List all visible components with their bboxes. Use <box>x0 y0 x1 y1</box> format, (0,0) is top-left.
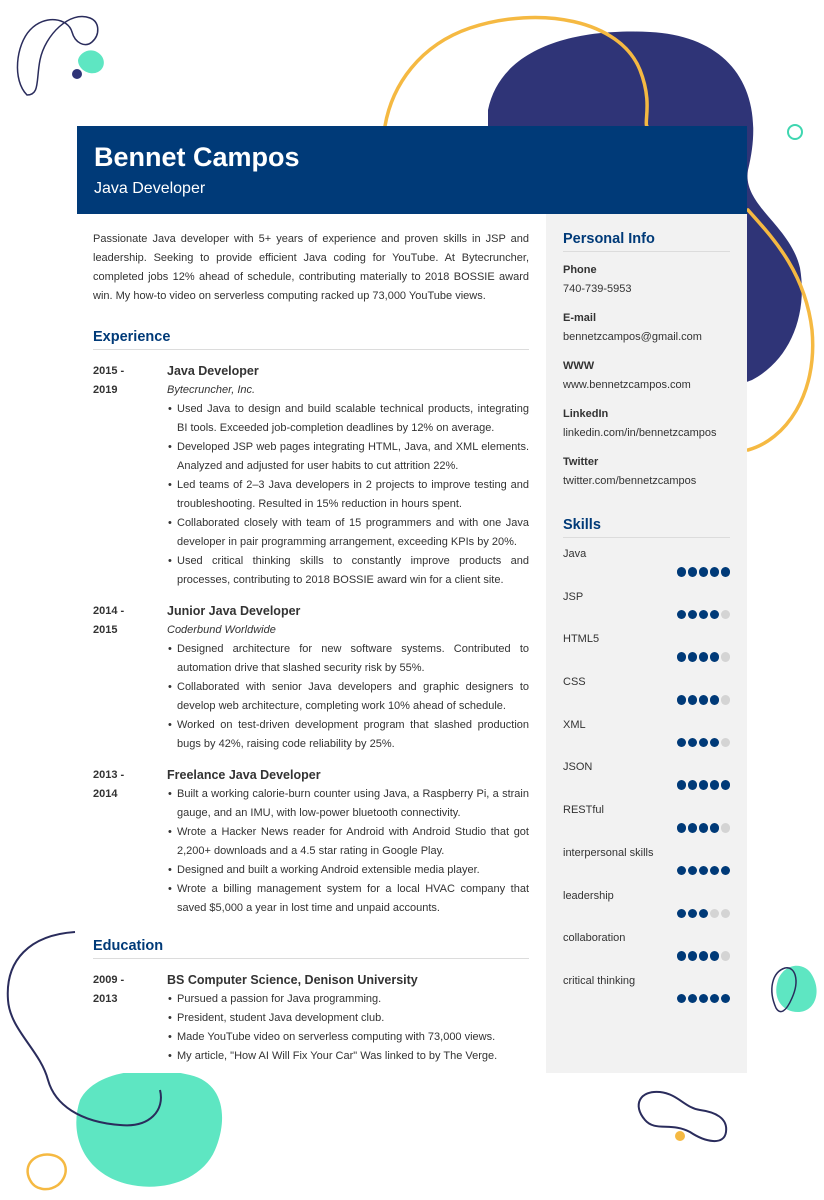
rating-dot <box>677 823 687 833</box>
bullet-item: • Wrote a billing management system for a local HVAC company that saved $5,000 a year in lost time and unpaid accounts. <box>177 880 529 918</box>
skill-item <box>563 590 730 633</box>
skill-rating <box>677 951 731 961</box>
rating-dot <box>677 610 687 620</box>
skill-name: XML <box>563 718 586 731</box>
info-label: Twitter <box>563 456 599 468</box>
rating-dot <box>721 994 731 1004</box>
rating-dot <box>710 951 720 961</box>
skill-name: leadership <box>563 889 614 902</box>
bullet-item: • Designed and built a working Android extensible media player. <box>177 861 529 880</box>
bullet-item: • My article, "How AI Will Fix Your Car" Was linked to by The Verge. <box>177 1047 529 1066</box>
info-label: E-mail <box>563 312 597 324</box>
rating-dot <box>721 738 731 748</box>
rating-dot <box>688 994 698 1004</box>
bullet-item: • Designed architecture for new software systems. Contributed to automation drive that slashed security risk by 55%. <box>177 640 529 678</box>
skill-name: interpersonal skills <box>563 846 654 859</box>
teal-blob-right <box>776 966 816 1012</box>
rating-dot <box>699 866 709 876</box>
start-year: 2014 - <box>93 605 125 617</box>
education-list <box>93 971 529 1066</box>
skill-item <box>563 718 730 761</box>
main-column <box>93 230 529 1066</box>
personal-info-heading: Personal Info <box>563 231 730 252</box>
candidate-title: Java Developer <box>94 180 206 197</box>
rating-dot <box>677 994 687 1004</box>
bullet-item: • Collaborated closely with team of 15 programmers and with one Java developer in pair programming arrangement, exceeding KPIs by 20%. <box>177 514 529 552</box>
rating-dot <box>677 652 687 662</box>
job-entry <box>93 362 529 590</box>
rating-dot <box>688 866 698 876</box>
rating-dot <box>688 738 698 748</box>
skill-name: JSON <box>563 761 593 774</box>
skills-list <box>563 547 730 1017</box>
skill-item <box>563 632 730 675</box>
skill-item <box>563 889 730 932</box>
skill-name: RESTful <box>563 804 604 817</box>
skill-item <box>563 803 730 846</box>
rating-dot <box>721 909 731 919</box>
skill-rating <box>677 780 731 790</box>
skill-rating <box>677 567 731 577</box>
skill-rating <box>677 738 731 748</box>
navy-dot-top-left <box>72 69 82 79</box>
resume-header <box>77 126 747 214</box>
skill-item <box>563 974 730 1017</box>
bullet-item: • Made YouTube video on serverless computing with 73,000 views. <box>177 1028 529 1047</box>
rating-dot <box>710 652 720 662</box>
info-value: twitter.com/bennetzcampos <box>563 475 697 487</box>
experience-heading: Experience <box>93 329 529 350</box>
rating-dot <box>688 823 698 833</box>
skill-item <box>563 547 730 590</box>
job-title: Junior Java Developer <box>167 604 301 618</box>
rating-dot <box>721 823 731 833</box>
rating-dot <box>721 567 731 577</box>
date-range <box>93 602 153 640</box>
skill-rating <box>677 652 731 662</box>
rating-dot <box>699 652 709 662</box>
rating-dot <box>677 866 687 876</box>
skill-rating <box>677 866 731 876</box>
rating-dot <box>699 738 709 748</box>
bullet-item: • Built a working calorie-burn counter using Java, a Raspberry Pi, a strain gauge, and an IMU, with low-power bluetooth connectivity. <box>177 785 529 823</box>
rating-dot <box>721 610 731 620</box>
bullet-item: • Developed JSP web pages integrating HTML, Java, and XML elements. Analyzed and adjusted for user habits to cut attrition 22%. <box>177 438 529 476</box>
rating-dot <box>699 780 709 790</box>
rating-dot <box>710 909 720 919</box>
bullet-item: • Worked on test-driven development program that slashed production bugs by 42%, raising code reliability by 25%. <box>177 716 529 754</box>
rating-dot <box>710 994 720 1004</box>
rating-dot <box>710 695 720 705</box>
end-year: 2019 <box>93 384 118 396</box>
rating-dot <box>699 823 709 833</box>
skill-item <box>563 675 730 718</box>
rating-dot <box>699 951 709 961</box>
bullet-list <box>167 640 529 754</box>
bullet-item: • President, student Java development club. <box>177 1009 529 1028</box>
rating-dot <box>688 567 698 577</box>
rating-dot <box>721 780 731 790</box>
skill-item <box>563 931 730 974</box>
rating-dot <box>699 695 709 705</box>
orange-dot-bottom-right <box>675 1131 685 1141</box>
bullet-list <box>167 785 529 918</box>
rating-dot <box>688 652 698 662</box>
start-year: 2013 - <box>93 769 125 781</box>
info-label: Phone <box>563 264 597 276</box>
summary: Passionate Java developer with 5+ years of experience and proven skills in JSP and leadership. Seeking to provide efficient Java coding for YouTube. At Bytecruncher, completed jobs 12% ahead of schedule, contributing materially to 2018 BOSSIE award win. My how-to video on serverless computing racked up 73,000 YouTube views. <box>93 233 529 302</box>
company-name: Coderbund Worldwide <box>167 624 276 636</box>
rating-dot <box>677 738 687 748</box>
rating-dot <box>721 652 731 662</box>
rating-dot <box>688 695 698 705</box>
skill-name: JSP <box>563 590 584 603</box>
rating-dot <box>721 951 731 961</box>
date-range <box>93 362 153 400</box>
company-name: Bytecruncher, Inc. <box>167 384 256 396</box>
end-year: 2015 <box>93 624 118 636</box>
skill-rating <box>677 994 731 1004</box>
skill-name: Java <box>563 548 587 560</box>
rating-dot <box>710 567 720 577</box>
skills-heading: Skills <box>563 517 730 538</box>
job-entry <box>93 766 529 918</box>
rating-dot <box>677 951 687 961</box>
personal-info-list <box>563 263 730 489</box>
bullet-item: • Collaborated with senior Java developers and graphic designers to develop web architecture, completing work 10% ahead of schedule. <box>177 678 529 716</box>
start-year: 2009 - <box>93 974 125 986</box>
education-entry <box>93 971 529 1066</box>
skill-item <box>563 760 730 803</box>
sidebar <box>546 214 747 1073</box>
rating-dot <box>677 567 687 577</box>
job-title: BS Computer Science, Denison University <box>167 973 418 987</box>
info-label: WWW <box>563 360 595 372</box>
skill-rating <box>677 695 731 705</box>
info-label: LinkedIn <box>563 408 609 420</box>
rating-dot <box>710 866 720 876</box>
bullet-item: • Pursued a passion for Java programming. <box>177 990 529 1009</box>
experience-list <box>93 362 529 918</box>
date-range <box>93 971 153 1009</box>
info-value: linkedin.com/in/bennetzcampos <box>563 427 717 439</box>
info-value: www.bennetzcampos.com <box>563 379 691 391</box>
teal-blob-bottom-left <box>76 1070 222 1186</box>
skill-name: CSS <box>563 676 586 689</box>
rating-dot <box>688 780 698 790</box>
info-value: 740-739-5953 <box>563 283 632 295</box>
rating-dot <box>688 951 698 961</box>
rating-dot <box>677 909 687 919</box>
rating-dot <box>699 567 709 577</box>
bullet-list <box>167 990 529 1066</box>
rating-dot <box>699 994 709 1004</box>
skill-rating <box>677 610 731 620</box>
bullet-item: • Led teams of 2–3 Java developers in 2 projects to improve testing and troubleshooting. Resulted in 15% reduction in hours spent. <box>177 476 529 514</box>
resume-page <box>77 126 747 1073</box>
bullet-item: • Used Java to design and build scalable technical products, integrating BI tools. Exceeded job-completion deadlines by 12% on average. <box>177 400 529 438</box>
rating-dot <box>677 780 687 790</box>
rating-dot <box>721 866 731 876</box>
job-entry <box>93 602 529 754</box>
bullet-list <box>167 400 529 590</box>
rating-dot <box>688 610 698 620</box>
candidate-name: Bennet Campos <box>94 142 300 172</box>
rating-dot <box>688 909 698 919</box>
rating-dot <box>677 695 687 705</box>
job-title: Java Developer <box>167 364 259 378</box>
rating-dot <box>699 610 709 620</box>
bullet-item: • Used critical thinking skills to constantly improve products and processes, contributing to 2018 BOSSIE award win for a client site. <box>177 552 529 590</box>
end-year: 2014 <box>93 788 118 800</box>
skill-name: collaboration <box>563 932 626 945</box>
education-heading: Education <box>93 938 529 959</box>
rating-dot <box>710 738 720 748</box>
rating-dot <box>699 909 709 919</box>
bullet-item: • Wrote a Hacker News reader for Android with Android Studio that got 2,200+ downloads and a 4.5 star rating in Google Play. <box>177 823 529 861</box>
skill-name: critical thinking <box>563 974 636 987</box>
orange-ring-bottom-left <box>28 1155 66 1190</box>
skill-rating <box>677 823 731 833</box>
start-year: 2015 - <box>93 365 125 377</box>
job-title: Freelance Java Developer <box>167 768 321 782</box>
end-year: 2013 <box>93 993 118 1005</box>
rating-dot <box>710 823 720 833</box>
date-range <box>93 766 153 804</box>
rating-dot <box>710 780 720 790</box>
info-value: bennetzcampos@gmail.com <box>563 331 702 343</box>
teal-drop-top-left <box>78 50 104 73</box>
skill-rating <box>677 909 731 919</box>
skill-item <box>563 846 730 889</box>
skill-name: HTML5 <box>563 633 600 646</box>
teal-ring-right <box>788 125 802 139</box>
rating-dot <box>710 610 720 620</box>
rating-dot <box>721 695 731 705</box>
